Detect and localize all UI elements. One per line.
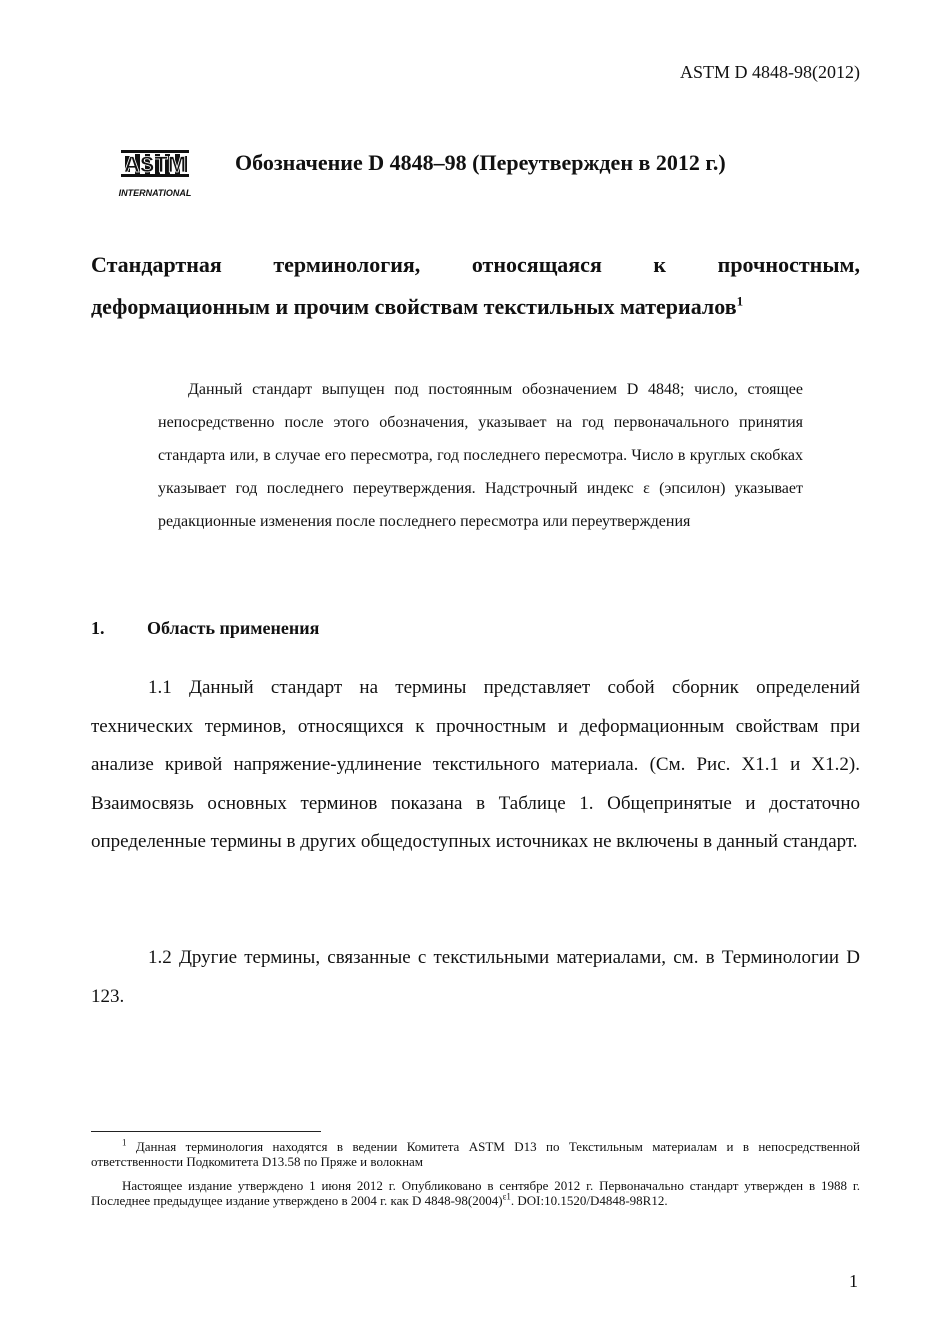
footnote-doi[interactable]: DOI:10.1520/D4848-98R12. [517, 1193, 668, 1208]
paragraph-1-1: 1.1 Данный стандарт на термины представляет собой сборник определений технических терминов, относящихся к прочностным и деформационным свойствам при анализе кривой напряжение-удлинение текстильного материала. (См. Рис. X1.1 и X1.2). Взаимосвязь основных терминов показана в Таблице 1. Общепринятые и достаточно определенные термины в других общедоступных источниках не включены в данный стандарт. [91, 677, 860, 852]
title-word: к [653, 252, 667, 277]
page-number: 1 [849, 1271, 858, 1291]
astm-logo [115, 128, 195, 200]
section-title: Область применения [147, 618, 320, 638]
designation-notice: Данный стандарт выпущен под постоянным обозначением D 4848; число, стоящее непосредственно после этого обозначения, указывает на год первоначального принятия стандарта или, в случае его пересмотра, год последнего пересмотра. Число в круглых скобках указывает год последнего переутверждения. Надстрочный индекс ε (эпсилон) указывает редакционные изменения после последнего пересмотра или переутверждения [158, 381, 803, 530]
title-word: прочностным, [717, 252, 860, 277]
title-word: Стандартная [91, 252, 222, 277]
section-number: 1. [91, 618, 105, 638]
footnote-epsilon: ε1 [502, 1191, 511, 1202]
footnote-text-1: Данная терминология находятся в ведении Комитета ASTM D13 по Текстильным материалам и в непосредственной ответственности Подкомитета D13.58 по Пряже и волокнам [91, 1139, 860, 1169]
title-footnote-ref[interactable]: 1 [736, 293, 744, 309]
footnote-1 [91, 1139, 860, 1169]
standard-id: ASTM D 4848-98(2012) [680, 62, 860, 82]
section-1-heading [91, 618, 319, 639]
logo-text: ASTM [123, 152, 187, 177]
designation: Обозначение D 4848–98 (Переутвержден в 2012 г.) [235, 150, 726, 175]
footnote-marker: 1 [122, 1137, 127, 1148]
paragraph-1-2: 1.2 Другие термины, связанные с текстильными материалами, см. в Терминологии D 123. [91, 947, 860, 1007]
title-word: терминология, [273, 252, 421, 277]
logo-subtext: INTERNATIONAL [118, 188, 192, 198]
title-word: относящаяся [471, 252, 602, 277]
document-title [91, 244, 860, 328]
title-line-2: деформационным и прочим свойствам текстильных материалов [91, 294, 737, 319]
footnote-2: Настоящее издание утверждено 1 июня 2012 г. Опубликовано в сентябре 2012 г. Первоначально стандарт утвержден в 1988 г. Последнее предыдущее издание утверждено в 2004 г. как D $4848-98(2004)^{\varepsilon 1}$. DOI:10.1520/D4848-98R12. [91, 1178, 860, 1208]
footnote-divider [91, 1131, 321, 1132]
footnote-text-2: Настоящее издание утверждено 1 июня 2012 г. Опубликовано в сентябре 2012 г. Первоначально стандарт утвержден в 1988 г. Последнее предыдущее издание утверждено в 2004 г. как D 4848-98(2004) [91, 1178, 860, 1208]
